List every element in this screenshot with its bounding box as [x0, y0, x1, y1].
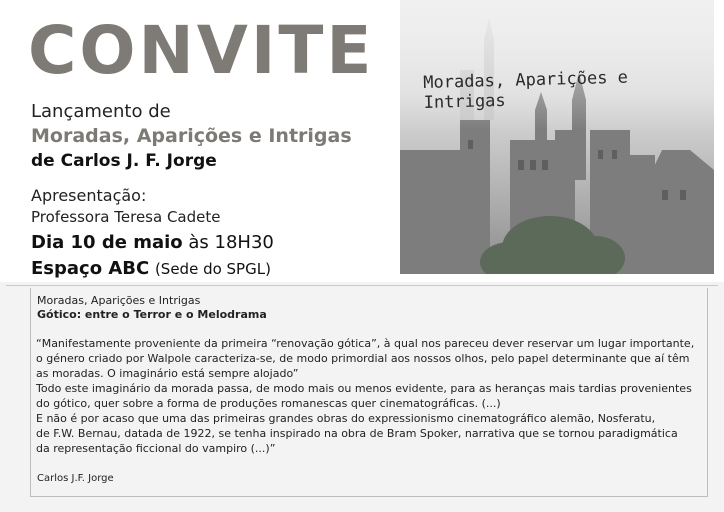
- book-title: Moradas, Aparições e Intrigas: [31, 125, 352, 147]
- excerpt-line: da representação ficcional do vampiro (...)”: [36, 442, 276, 455]
- venue-name: Espaço ABC: [31, 258, 150, 279]
- excerpt-line: Todo este imaginário da morada passa, de modo mais ou menos evidente, para as heranças mais tardias provenientes: [36, 382, 692, 395]
- cover-title-line-1: Moradas, Aparições e: [423, 67, 629, 93]
- invitation-title: CONVITE: [28, 12, 375, 89]
- event-venue: [31, 258, 271, 279]
- excerpt-heading: Moradas, Aparições e Intrigas: [37, 294, 201, 307]
- presenter-prefix: Professora: [31, 208, 110, 226]
- launch-label: Lançamento de: [31, 101, 171, 122]
- section-divider: [6, 285, 718, 286]
- castle-illustration: [400, 0, 714, 274]
- excerpt-line: o género criado por Walpole caracteriza-se, de modo primordial aos nossos olhos, pelo papel determinante que aí têm: [36, 352, 690, 365]
- excerpt-line: as moradas. O imaginário está sempre alojado”: [36, 367, 299, 380]
- event-date-bold: Dia 10 de maio: [31, 232, 183, 253]
- cover-title-line-2: Intrigas: [423, 90, 506, 113]
- presenter-name: Teresa Cadete: [114, 208, 221, 226]
- presentation-label: Apresentação:: [31, 186, 147, 205]
- excerpt-text: [36, 336, 706, 456]
- venue-note: (Sede do SPGL): [154, 260, 271, 278]
- book-cover-image: [400, 0, 714, 274]
- excerpt-line: de F.W. Bernau, datada de 1922, se tenha inspirado na obra de Bram Spoker, narrativa que se tornou paradigmática: [36, 427, 678, 440]
- excerpt-subheading: Gótico: entre o Terror e o Melodrama: [37, 308, 267, 321]
- excerpt-line: do gótico, quer sobre a forma de produções romanescas quer cinematográficas. (...): [36, 397, 501, 410]
- author-line: de Carlos J. F. Jorge: [31, 151, 217, 171]
- excerpt-signature: Carlos J.F. Jorge: [37, 473, 114, 484]
- presenter-line: [31, 208, 220, 226]
- cover-title: [423, 65, 714, 113]
- event-time: às 18H30: [188, 232, 274, 253]
- event-date: [31, 232, 274, 253]
- excerpt-line: E não é por acaso que uma das primeiras grandes obras do expressionismo cinematográfico alemão, Nosferatu,: [36, 412, 656, 425]
- excerpt-line: “Manifestamente proveniente da primeira “renovação gótica”, à qual nos pareceu dever reservar um lugar importante,: [36, 337, 695, 350]
